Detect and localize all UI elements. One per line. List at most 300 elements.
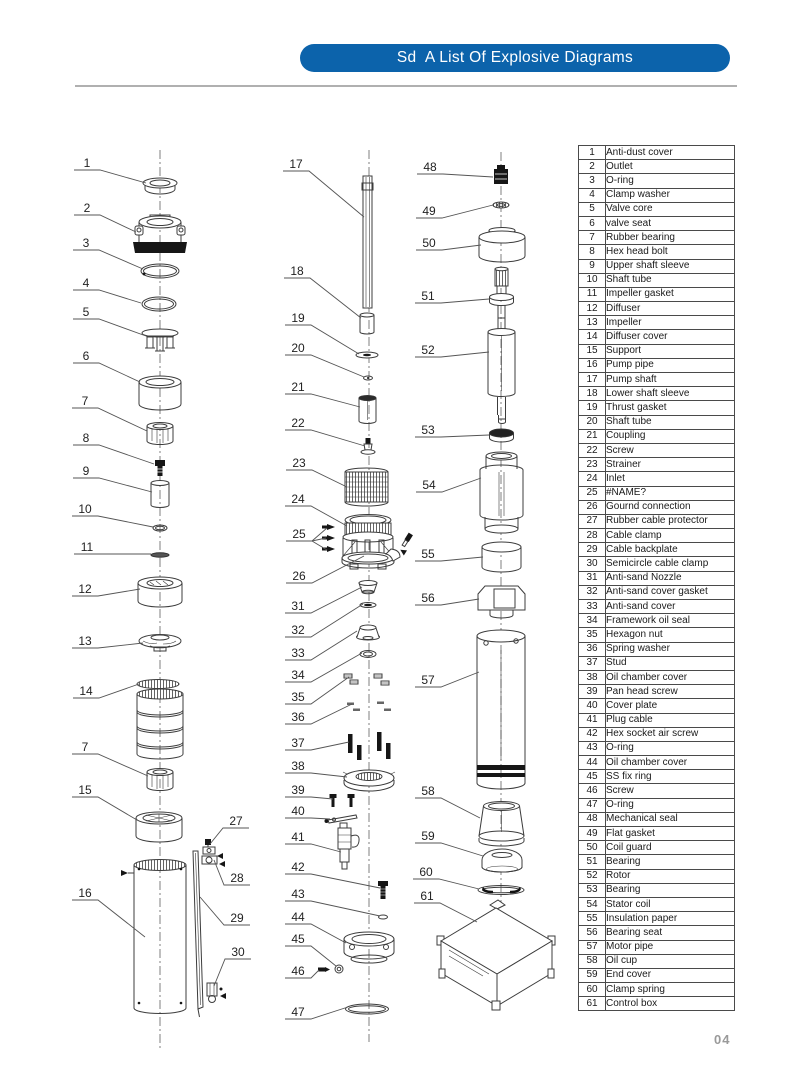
part-number-cell: 19 — [579, 401, 606, 415]
part-number-cell: 8 — [579, 245, 606, 259]
part-label: 60 — [419, 865, 433, 879]
part-name-cell: Rubber cable protector — [606, 514, 735, 528]
part-45-ss-fix-ring-drawing — [335, 965, 343, 973]
part-50-coil-guard-drawing — [479, 228, 525, 263]
part-number-cell: 51 — [579, 855, 606, 869]
table-row — [579, 302, 735, 316]
part-number-cell: 23 — [579, 458, 606, 472]
part-number-cell: 48 — [579, 812, 606, 826]
part-name-cell: Bearing — [606, 883, 735, 897]
part-label: 59 — [421, 829, 435, 843]
table-row — [579, 741, 735, 755]
part-name-cell: Control box — [606, 997, 735, 1011]
leader-line — [72, 408, 147, 431]
part-name-cell: Pan head screw — [606, 685, 735, 699]
part-number-cell: 47 — [579, 798, 606, 812]
part-label: 39 — [291, 783, 305, 797]
part-number-cell: 20 — [579, 415, 606, 429]
part-48-mechanical-seal-drawing — [494, 165, 508, 184]
part-number-cell: 26 — [579, 500, 606, 514]
part-22-screw-drawing — [361, 438, 375, 454]
leader-line — [73, 445, 154, 464]
part-name-cell: Clamp washer — [606, 188, 735, 202]
part-label: 23 — [292, 456, 306, 470]
table-row — [579, 458, 735, 472]
part-name-cell: Outlet — [606, 160, 735, 174]
part-label: 5 — [82, 305, 90, 319]
part-11-impeller-gasket-drawing — [151, 553, 169, 557]
part-label: 45 — [291, 932, 305, 946]
part-name-cell: Motor pipe — [606, 940, 735, 954]
part-label: 50 — [422, 236, 436, 250]
part-number-cell: 7 — [579, 231, 606, 245]
part-label: 30 — [231, 945, 245, 959]
part-28-cable-clamp-drawing — [202, 853, 225, 867]
part-number-cell: 44 — [579, 756, 606, 770]
part-name-cell: Oil cup — [606, 954, 735, 968]
part-17-pump-shaft-drawing — [362, 176, 373, 308]
part-name-cell: Shaft tube — [606, 415, 735, 429]
part-label: 9 — [82, 464, 90, 478]
part-label: 40 — [291, 804, 305, 818]
leader-line — [210, 828, 249, 844]
leader-line — [73, 250, 143, 269]
part-label: 53 — [421, 423, 435, 437]
part-name-cell: Screw — [606, 443, 735, 457]
part-name-cell: Cable clamp — [606, 529, 735, 543]
part-39-pan-head-screws-drawing — [330, 794, 355, 807]
part-name-cell: Upper shaft sleeve — [606, 259, 735, 273]
part-label: 46 — [291, 964, 305, 978]
part-name-cell: Clamp spring — [606, 983, 735, 997]
part-number-cell: 15 — [579, 344, 606, 358]
part-18-lower-shaft-sleeve-drawing — [360, 313, 374, 334]
table-row — [579, 827, 735, 841]
table-row — [579, 287, 735, 301]
part-number-cell: 16 — [579, 358, 606, 372]
table-row — [579, 429, 735, 443]
table-row — [579, 571, 735, 585]
table-row — [579, 784, 735, 798]
part-name-cell: SS fix ring — [606, 770, 735, 784]
part-44-oil-chamber-cover-drawing — [344, 932, 394, 963]
part-number-cell: 52 — [579, 869, 606, 883]
part-label: 7 — [81, 740, 89, 754]
part-number-cell: 29 — [579, 543, 606, 557]
part-20-shaft-tube-drawing — [364, 376, 373, 380]
part-number-cell: 11 — [579, 287, 606, 301]
part-label: 37 — [291, 736, 305, 750]
part-number-cell: 54 — [579, 897, 606, 911]
part-label: 38 — [291, 759, 305, 773]
part-label: 24 — [291, 492, 305, 506]
part-name-cell: O-ring — [606, 741, 735, 755]
part-label: 41 — [291, 830, 305, 844]
part-label: 33 — [291, 646, 305, 660]
part-label: 2 — [83, 201, 91, 215]
part-4-clamp-washer-drawing — [142, 297, 176, 311]
leader-line — [285, 506, 347, 526]
part-label: 29 — [230, 911, 244, 925]
part-number-cell: 36 — [579, 642, 606, 656]
part-number-cell: 41 — [579, 713, 606, 727]
part-name-cell: Pump shaft — [606, 373, 735, 387]
part-label: 35 — [291, 690, 305, 704]
part-name-cell: Cover plate — [606, 699, 735, 713]
part-42-hex-socket-air-screw-drawing — [378, 881, 388, 899]
leader-line — [285, 874, 380, 888]
leader-line — [285, 394, 360, 407]
leader-line — [72, 516, 153, 527]
part-labels-layer — [72, 156, 493, 1019]
table-row — [579, 174, 735, 188]
part-number-cell: 56 — [579, 926, 606, 940]
table-row — [579, 855, 735, 869]
part-label: 1 — [83, 156, 91, 170]
leader-line — [286, 470, 347, 487]
part-46-screw-drawing — [318, 967, 330, 972]
table-row — [579, 202, 735, 216]
part-54-stator-coil-drawing — [480, 452, 523, 533]
part-label: 26 — [292, 569, 306, 583]
part-label: 57 — [421, 673, 435, 687]
part-name-cell: Screw — [606, 784, 735, 798]
table-row — [579, 713, 735, 727]
part-label: 10 — [78, 502, 92, 516]
table-row — [579, 841, 735, 855]
leader-line — [72, 797, 137, 820]
table-row — [579, 146, 735, 160]
table-row — [579, 216, 735, 230]
part-24-inlet-drawing — [342, 515, 400, 570]
part-number-cell: 14 — [579, 330, 606, 344]
table-row — [579, 926, 735, 940]
part-label: 34 — [291, 668, 305, 682]
part-name-cell: Bearing — [606, 855, 735, 869]
leader-line — [285, 818, 330, 819]
table-row — [579, 557, 735, 571]
part-29-cable-backplate-drawing — [193, 851, 203, 1017]
part-label: 8 — [82, 431, 90, 445]
part-label: 56 — [421, 591, 435, 605]
part-label: 22 — [291, 416, 305, 430]
part-name-cell: O-ring — [606, 798, 735, 812]
table-row — [579, 344, 735, 358]
part-name-cell: Valve core — [606, 202, 735, 216]
part-label: 32 — [291, 623, 305, 637]
leader-line — [413, 879, 479, 889]
table-row — [579, 756, 735, 770]
leader-line — [73, 478, 152, 492]
part-number-cell: 17 — [579, 373, 606, 387]
part-51-bearing-drawing — [490, 267, 514, 330]
part-label: 44 — [291, 910, 305, 924]
table-row — [579, 940, 735, 954]
table-row — [579, 798, 735, 812]
part-name-cell: valve seat — [606, 216, 735, 230]
part-number-cell: 28 — [579, 529, 606, 543]
part-label: 18 — [290, 264, 304, 278]
part-56-bearing-seat-drawing — [478, 586, 525, 618]
table-row — [579, 912, 735, 926]
leader-line — [414, 903, 477, 922]
part-52-rotor-drawing — [488, 329, 515, 424]
part-name-cell: Pump pipe — [606, 358, 735, 372]
part-name-cell: Gournd connection — [606, 500, 735, 514]
part-47-o-ring-drawing — [346, 1004, 389, 1014]
leader-line — [417, 174, 493, 177]
table-row — [579, 514, 735, 528]
part-number-cell: 42 — [579, 727, 606, 741]
part-label: 7 — [81, 394, 89, 408]
part-label: 36 — [291, 710, 305, 724]
table-row — [579, 656, 735, 670]
table-row — [579, 869, 735, 883]
part-label: 21 — [291, 380, 305, 394]
part-label: 11 — [80, 540, 94, 554]
part-label: 14 — [79, 684, 93, 698]
part-label: 20 — [291, 341, 305, 355]
leader-line — [214, 959, 251, 986]
leader-line — [285, 355, 364, 377]
part-number-cell: 27 — [579, 514, 606, 528]
part-name-cell: Coupling — [606, 429, 735, 443]
table-row — [579, 160, 735, 174]
part-number-cell: 55 — [579, 912, 606, 926]
part-number-cell: 58 — [579, 954, 606, 968]
part-number-cell: 4 — [579, 188, 606, 202]
part-number-cell: 34 — [579, 614, 606, 628]
table-row — [579, 585, 735, 599]
part-32-anti-sand-cover-gasket-drawing — [360, 603, 376, 608]
part-59-end-cover-drawing — [482, 849, 522, 872]
leader-line — [285, 946, 336, 966]
part-name-cell: Hex socket air screw — [606, 727, 735, 741]
part-30-semicircle-cable-clamp-drawing — [207, 983, 226, 1003]
table-row — [579, 883, 735, 897]
part-name-cell: Shaft tube — [606, 273, 735, 287]
part-name-cell: Anti-sand cover gasket — [606, 585, 735, 599]
part-name-cell: Rubber bearing — [606, 231, 735, 245]
table-row — [579, 699, 735, 713]
table-row — [579, 401, 735, 415]
part-name-cell: Semicircle cable clamp — [606, 557, 735, 571]
part-number-cell: 61 — [579, 997, 606, 1011]
part-label: 17 — [289, 157, 303, 171]
table-row — [579, 259, 735, 273]
part-name-cell: Impeller — [606, 316, 735, 330]
part-name-cell: Oil chamber cover — [606, 670, 735, 684]
leader-line — [73, 319, 146, 336]
table-row — [579, 600, 735, 614]
part-number-cell: 6 — [579, 216, 606, 230]
part-name-cell: Anti-dust cover — [606, 146, 735, 160]
part-2-outlet-drawing — [133, 215, 187, 253]
page-title-text: Sd A List Of Explosive Diagrams — [396, 49, 634, 66]
part-number-cell: 43 — [579, 741, 606, 755]
part-25-screw-markers — [312, 524, 335, 552]
part-55-insulation-paper-drawing — [482, 542, 521, 572]
part-number-cell: 49 — [579, 827, 606, 841]
leader-line — [285, 844, 341, 852]
part-name-cell: #NAME? — [606, 486, 735, 500]
part-label: 16 — [78, 886, 92, 900]
part-58-oil-cup-drawing — [479, 802, 524, 847]
part-name-cell: Anti-sand cover — [606, 600, 735, 614]
part-34-framework-oil-seal-drawing — [360, 651, 376, 658]
part-label: 19 — [291, 311, 305, 325]
table-row — [579, 983, 735, 997]
part-name-cell: Inlet — [606, 472, 735, 486]
part-8-hex-head-bolt-drawing — [155, 460, 165, 476]
part-label: 27 — [229, 814, 243, 828]
leader-line — [72, 754, 148, 776]
parts-table-body — [579, 146, 735, 1011]
part-name-cell: O-ring — [606, 174, 735, 188]
part-21-coupling-drawing — [359, 396, 376, 424]
table-row — [579, 415, 735, 429]
part-label: 28 — [230, 871, 244, 885]
table-row — [579, 486, 735, 500]
parts-table — [578, 145, 735, 1011]
part-name-cell: Flat gasket — [606, 827, 735, 841]
leader-line — [285, 430, 365, 446]
table-row — [579, 954, 735, 968]
part-name-cell: Anti-sand Nozzle — [606, 571, 735, 585]
part-number-cell: 40 — [579, 699, 606, 713]
part-number-cell: 18 — [579, 387, 606, 401]
part-26-ground-connection-drawing — [397, 533, 415, 556]
table-row — [579, 443, 735, 457]
part-number-cell: 22 — [579, 443, 606, 457]
part-label: 47 — [291, 1005, 305, 1019]
part-label: 13 — [78, 634, 92, 648]
part-name-cell: Oil chamber cover — [606, 756, 735, 770]
part-name-cell: Stud — [606, 656, 735, 670]
part-name-cell: End cover — [606, 968, 735, 982]
table-row — [579, 387, 735, 401]
part-label: 6 — [82, 349, 90, 363]
table-row — [579, 373, 735, 387]
part-number-cell: 3 — [579, 174, 606, 188]
part-number-cell: 9 — [579, 259, 606, 273]
table-row — [579, 231, 735, 245]
part-number-cell: 24 — [579, 472, 606, 486]
part-15-support-drawing — [136, 812, 182, 842]
part-57-motor-pipe-drawing — [477, 630, 525, 789]
part-label: 42 — [291, 860, 305, 874]
part-number-cell: 31 — [579, 571, 606, 585]
part-name-cell: Spring washer — [606, 642, 735, 656]
part-label: 3 — [82, 236, 90, 250]
part-name-cell: Framework oil seal — [606, 614, 735, 628]
part-label: 54 — [422, 478, 436, 492]
part-label: 58 — [421, 784, 435, 798]
part-number-cell: 13 — [579, 316, 606, 330]
part-27-rubber-cable-protector-drawing — [203, 839, 215, 854]
part-label: 61 — [420, 889, 434, 903]
part-number-cell: 12 — [579, 302, 606, 316]
table-row — [579, 642, 735, 656]
table-row — [579, 670, 735, 684]
part-61-control-box-drawing — [437, 900, 585, 1010]
table-row — [579, 188, 735, 202]
part-number-cell: 39 — [579, 685, 606, 699]
part-name-cell: Coil guard — [606, 841, 735, 855]
part-name-cell: Plug cable — [606, 713, 735, 727]
part-number-cell: 38 — [579, 670, 606, 684]
part-41-plug-cable-drawing — [338, 823, 359, 869]
part-number-cell: 35 — [579, 628, 606, 642]
table-row — [579, 500, 735, 514]
leader-line — [283, 171, 364, 217]
part-label: 15 — [78, 783, 92, 797]
table-row — [579, 330, 735, 344]
part-number-cell: 21 — [579, 429, 606, 443]
table-row — [579, 685, 735, 699]
table-row — [579, 273, 735, 287]
table-row — [579, 727, 735, 741]
part-number-cell: 10 — [579, 273, 606, 287]
part-label: 49 — [422, 204, 436, 218]
part-number-cell: 30 — [579, 557, 606, 571]
part-number-cell: 2 — [579, 160, 606, 174]
table-row — [579, 529, 735, 543]
leader-line — [74, 170, 146, 183]
part-49-flat-gasket-drawing — [493, 202, 509, 208]
part-number-cell: 45 — [579, 770, 606, 784]
page-number: 04 — [714, 1032, 731, 1047]
part-name-cell: Hexagon nut — [606, 628, 735, 642]
part-label: 31 — [291, 599, 305, 613]
table-row — [579, 812, 735, 826]
part-label: 52 — [421, 343, 435, 357]
table-row — [579, 628, 735, 642]
part-name-cell: Support — [606, 344, 735, 358]
part-number-cell: 37 — [579, 656, 606, 670]
leader-line — [285, 773, 347, 777]
part-number-cell: 1 — [579, 146, 606, 160]
part-name-cell: Cable backplate — [606, 543, 735, 557]
part-label: 25 — [292, 527, 306, 541]
part-name-cell: Mechanical seal — [606, 812, 735, 826]
part-label: 48 — [423, 160, 437, 174]
part-name-cell: Lower shaft sleeve — [606, 387, 735, 401]
table-row — [579, 472, 735, 486]
part-35-hexagon-nuts-drawing — [344, 674, 389, 685]
part-53-bearing-drawing — [490, 429, 514, 442]
part-number-cell: 33 — [579, 600, 606, 614]
leader-line — [73, 363, 140, 382]
table-row — [579, 543, 735, 557]
part-name-cell: Bearing seat — [606, 926, 735, 940]
part-number-cell: 32 — [579, 585, 606, 599]
part-name-cell: Stator coil — [606, 897, 735, 911]
part-label: 55 — [421, 547, 435, 561]
part-19-thrust-gasket-drawing — [356, 352, 378, 358]
part-label: 12 — [78, 582, 92, 596]
part-16-pump-pipe-drawing — [121, 860, 186, 1014]
table-row — [579, 316, 735, 330]
part-label: 43 — [291, 887, 305, 901]
table-row — [579, 968, 735, 982]
part-number-cell: 5 — [579, 202, 606, 216]
part-name-cell: Hex head bolt — [606, 245, 735, 259]
leader-line — [415, 798, 480, 818]
part-number-cell: 25 — [579, 486, 606, 500]
part-23-strainer-drawing — [345, 468, 388, 506]
part-name-cell: Diffuser — [606, 302, 735, 316]
